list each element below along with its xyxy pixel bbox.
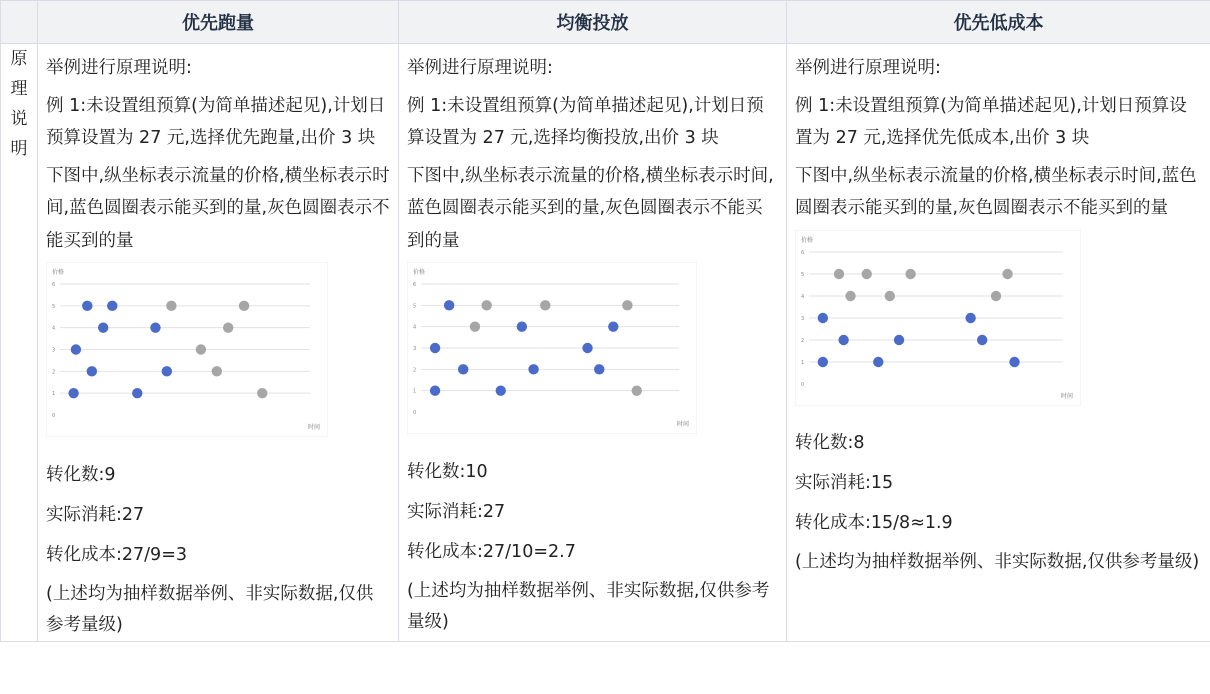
cost-text: 实际消耗:27 bbox=[46, 504, 145, 525]
bought-point bbox=[150, 322, 160, 332]
x-axis-label: 时间 bbox=[1061, 392, 1074, 400]
bought-point bbox=[68, 388, 78, 398]
column-priority-low-cost bbox=[787, 44, 1210, 642]
column-priority-volume bbox=[38, 44, 399, 642]
not-bought-point bbox=[257, 388, 267, 398]
example-text: 例 1:未设置组预算(为简单描述起见),计划日预算设置为 27 元,选择优先低成本,出价 3 块 bbox=[795, 95, 1187, 148]
conversions-text: 转化数:9 bbox=[46, 464, 116, 485]
bought-point bbox=[873, 356, 883, 366]
explain-text: 下图中,纵坐标表示流量的价格,横坐标表示时间,蓝色圆圈表示能买到的量,灰色圆圈表示不能买到的量 bbox=[795, 165, 1197, 218]
bought-point bbox=[594, 364, 604, 374]
bought-point bbox=[608, 321, 618, 331]
bought-point bbox=[965, 312, 975, 322]
disclaimer-note: (上述均为抽样数据举例、非实际数据,仅供参考量级) bbox=[407, 580, 770, 632]
bought-point bbox=[838, 334, 848, 344]
not-bought-point bbox=[196, 344, 206, 354]
y-tick-label: 5 bbox=[52, 303, 56, 310]
bought-point bbox=[87, 366, 97, 376]
column-balanced-delivery bbox=[399, 44, 787, 642]
bought-point bbox=[977, 334, 987, 344]
scatter-chart-svg bbox=[795, 230, 1081, 406]
header-corner bbox=[1, 1, 38, 44]
not-bought-point bbox=[622, 300, 632, 310]
x-axis-label: 时间 bbox=[677, 421, 690, 428]
y-tick-label: 6 bbox=[52, 282, 56, 288]
y-tick-label: 5 bbox=[413, 303, 417, 310]
y-tick-label: 1 bbox=[801, 359, 805, 366]
explain-text: 下图中,纵坐标表示流量的价格,横坐标表示时间,蓝色圆圈表示能买到的量,灰色圆圈表示不能买到的量 bbox=[407, 165, 774, 251]
not-bought-point bbox=[481, 300, 491, 310]
not-bought-point bbox=[470, 321, 480, 331]
y-tick-label: 1 bbox=[52, 391, 56, 398]
x-axis-label: 时间 bbox=[308, 424, 321, 431]
y-tick-label: 2 bbox=[801, 337, 805, 344]
not-bought-point bbox=[862, 268, 872, 278]
bought-point bbox=[107, 301, 117, 311]
explain-text: 下图中,纵坐标表示流量的价格,横坐标表示时间,蓝色圆圈表示能买到的量,灰色圆圈表示不能买到的量 bbox=[46, 165, 390, 251]
y-tick-label: 6 bbox=[801, 249, 805, 256]
cost-text: 实际消耗:15 bbox=[795, 473, 894, 493]
header-priority-low-cost: 优先低成本 bbox=[787, 1, 1210, 44]
bought-point bbox=[818, 356, 828, 366]
y-tick-label: 5 bbox=[801, 271, 805, 278]
y-tick-label: 2 bbox=[413, 367, 417, 374]
conversions-text: 转化数:8 bbox=[795, 433, 865, 453]
header-balanced-delivery: 均衡投放 bbox=[399, 1, 787, 44]
bought-point bbox=[430, 343, 440, 353]
y-tick-label: 3 bbox=[52, 347, 56, 354]
bought-point bbox=[71, 344, 81, 354]
y-tick-label: 0 bbox=[52, 413, 56, 419]
header-priority-volume: 优先跑量 bbox=[38, 1, 399, 44]
bought-point bbox=[162, 366, 172, 376]
row-label-cell bbox=[1, 44, 38, 642]
y-axis-label: 价格 bbox=[801, 236, 814, 244]
unit-cost-text: 转化成本:27/10=2.7 bbox=[407, 541, 576, 562]
bought-point bbox=[132, 388, 142, 398]
bought-point bbox=[528, 364, 538, 374]
bought-point bbox=[98, 322, 108, 332]
header-row bbox=[1, 1, 1210, 44]
y-tick-label: 0 bbox=[413, 410, 417, 416]
bought-point bbox=[458, 364, 468, 374]
scatter-chart-priority-low-cost bbox=[795, 230, 1202, 418]
bought-point bbox=[582, 343, 592, 353]
conversions-text: 转化数:10 bbox=[407, 461, 488, 482]
bought-point bbox=[818, 312, 828, 322]
scatter-chart-svg bbox=[407, 262, 697, 434]
y-tick-label: 2 bbox=[52, 369, 56, 376]
not-bought-point bbox=[540, 300, 550, 310]
not-bought-point bbox=[1002, 268, 1012, 278]
example-text: 例 1:未设置组预算(为简单描述起见),计划日预算设置为 27 元,选择优先跑量,出价 3 块 bbox=[46, 95, 386, 148]
y-tick-label: 3 bbox=[413, 346, 417, 352]
y-axis-label: 价格 bbox=[413, 269, 426, 276]
not-bought-point bbox=[632, 385, 642, 395]
not-bought-point bbox=[845, 290, 855, 300]
cost-text: 实际消耗:27 bbox=[407, 501, 506, 522]
y-axis-label: 价格 bbox=[52, 269, 65, 276]
unit-cost-text: 转化成本:15/8≈1.9 bbox=[795, 513, 953, 533]
not-bought-point bbox=[223, 322, 233, 332]
bought-point bbox=[894, 334, 904, 344]
y-tick-label: 4 bbox=[52, 325, 56, 332]
y-tick-label: 4 bbox=[801, 293, 805, 300]
y-tick-label: 6 bbox=[413, 282, 417, 288]
not-bought-point bbox=[834, 268, 844, 278]
y-tick-label: 4 bbox=[413, 324, 417, 331]
unit-cost-text: 转化成本:27/9=3 bbox=[46, 544, 187, 565]
not-bought-point bbox=[885, 290, 895, 300]
not-bought-point bbox=[166, 301, 176, 311]
y-tick-label: 1 bbox=[413, 388, 417, 395]
not-bought-point bbox=[212, 366, 222, 376]
bought-point bbox=[517, 321, 527, 331]
row-label: 原理说明 bbox=[10, 49, 28, 159]
scatter-chart-balanced-delivery bbox=[407, 262, 778, 446]
y-tick-label: 3 bbox=[801, 315, 805, 322]
y-tick-label: 0 bbox=[801, 381, 805, 388]
principle-row bbox=[1, 44, 1210, 642]
not-bought-point bbox=[991, 290, 1001, 300]
scatter-chart-svg bbox=[46, 262, 328, 437]
scatter-chart-priority-volume bbox=[46, 262, 390, 449]
bought-point bbox=[82, 301, 92, 311]
bought-point bbox=[1009, 356, 1019, 366]
disclaimer-note: (上述均为抽样数据举例、非实际数据,仅供参考量级) bbox=[795, 552, 1200, 572]
bought-point bbox=[430, 385, 440, 395]
disclaimer-note: (上述均为抽样数据举例、非实际数据,仅供参考量级) bbox=[46, 583, 374, 635]
intro-text: 举例进行原理说明: bbox=[795, 58, 941, 78]
not-bought-point bbox=[905, 268, 915, 278]
not-bought-point bbox=[239, 301, 249, 311]
intro-text: 举例进行原理说明: bbox=[407, 58, 553, 78]
bought-point bbox=[444, 300, 454, 310]
bought-point bbox=[496, 385, 506, 395]
intro-text: 举例进行原理说明: bbox=[46, 58, 192, 78]
example-text: 例 1:未设置组预算(为简单描述起见),计划日预算设置为 27 元,选择均衡投放,出价 3 块 bbox=[407, 95, 764, 148]
